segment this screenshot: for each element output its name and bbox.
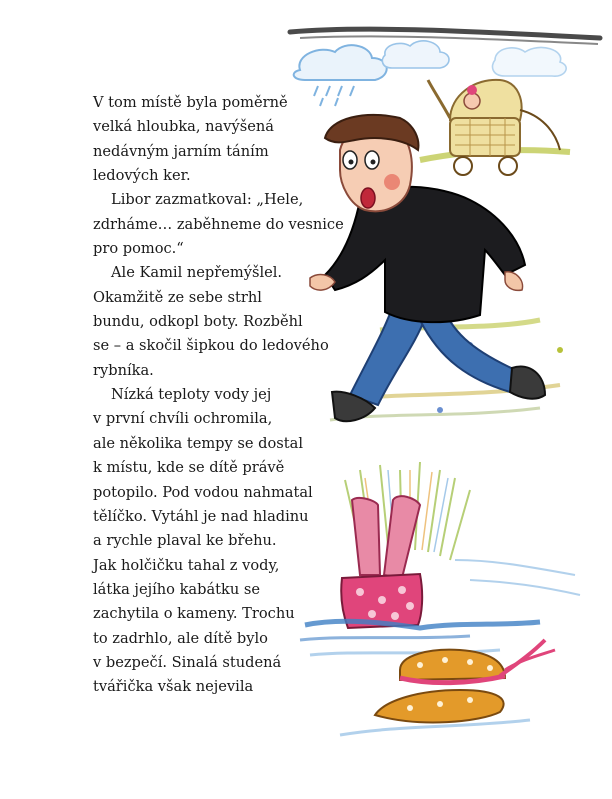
text-line: zachytila o kameny. Trochu <box>93 605 295 623</box>
text-line: látka jejího kabátku se <box>93 580 261 598</box>
pram-illustration <box>428 80 560 175</box>
text-line: Jak holčičku tahal z vody, <box>93 556 280 574</box>
text-line: pro pomoc.“ <box>93 240 184 258</box>
text-line: Nízká teploty vody jej <box>111 386 272 404</box>
cloud-icon <box>382 41 449 68</box>
text-line: velká hloubka, navýšená <box>93 118 274 136</box>
text-line: a rychle plaval ke břehu. <box>93 532 277 550</box>
text-line: tvářička však nejevila <box>93 678 254 696</box>
text-line: tělíčko. Vytáhl je nad hladinu <box>93 507 309 525</box>
text-line: potopilo. Pod vodou nahmatal <box>93 483 313 501</box>
text-line: rybníka. <box>93 361 154 379</box>
cloud-icon <box>294 45 387 106</box>
text-line: se – a skočil šipkou do ledového <box>93 337 329 355</box>
text-line: v bezpečí. Sinalá studená <box>93 653 282 671</box>
text-line: V tom místě byla poměrně <box>93 94 288 111</box>
text-line: Libor zazmatkoval: „Hele, <box>111 191 304 209</box>
text-line: Ale Kamil nepřemýšlel. <box>111 264 283 282</box>
text-line: bundu, odkopl boty. Rozběhl <box>93 313 303 331</box>
text-line: Okamžitě ze sebe strhl <box>93 288 262 306</box>
text-line: zdrháme… zaběhneme do vesnice <box>93 215 344 233</box>
splash-illustration <box>300 462 580 655</box>
text-line: v první chvíli ochromila, <box>93 410 273 428</box>
text-line: ledových ker. <box>93 167 191 185</box>
cloud-icon <box>492 47 566 76</box>
text-line: to zadrhlo, ale dítě bylo <box>93 629 268 647</box>
text-line: k místu, kde se dítě právě <box>93 459 285 477</box>
text-line: ale několika tempy se dostal <box>93 434 304 452</box>
text-line: nedávným jarním táním <box>93 142 269 160</box>
